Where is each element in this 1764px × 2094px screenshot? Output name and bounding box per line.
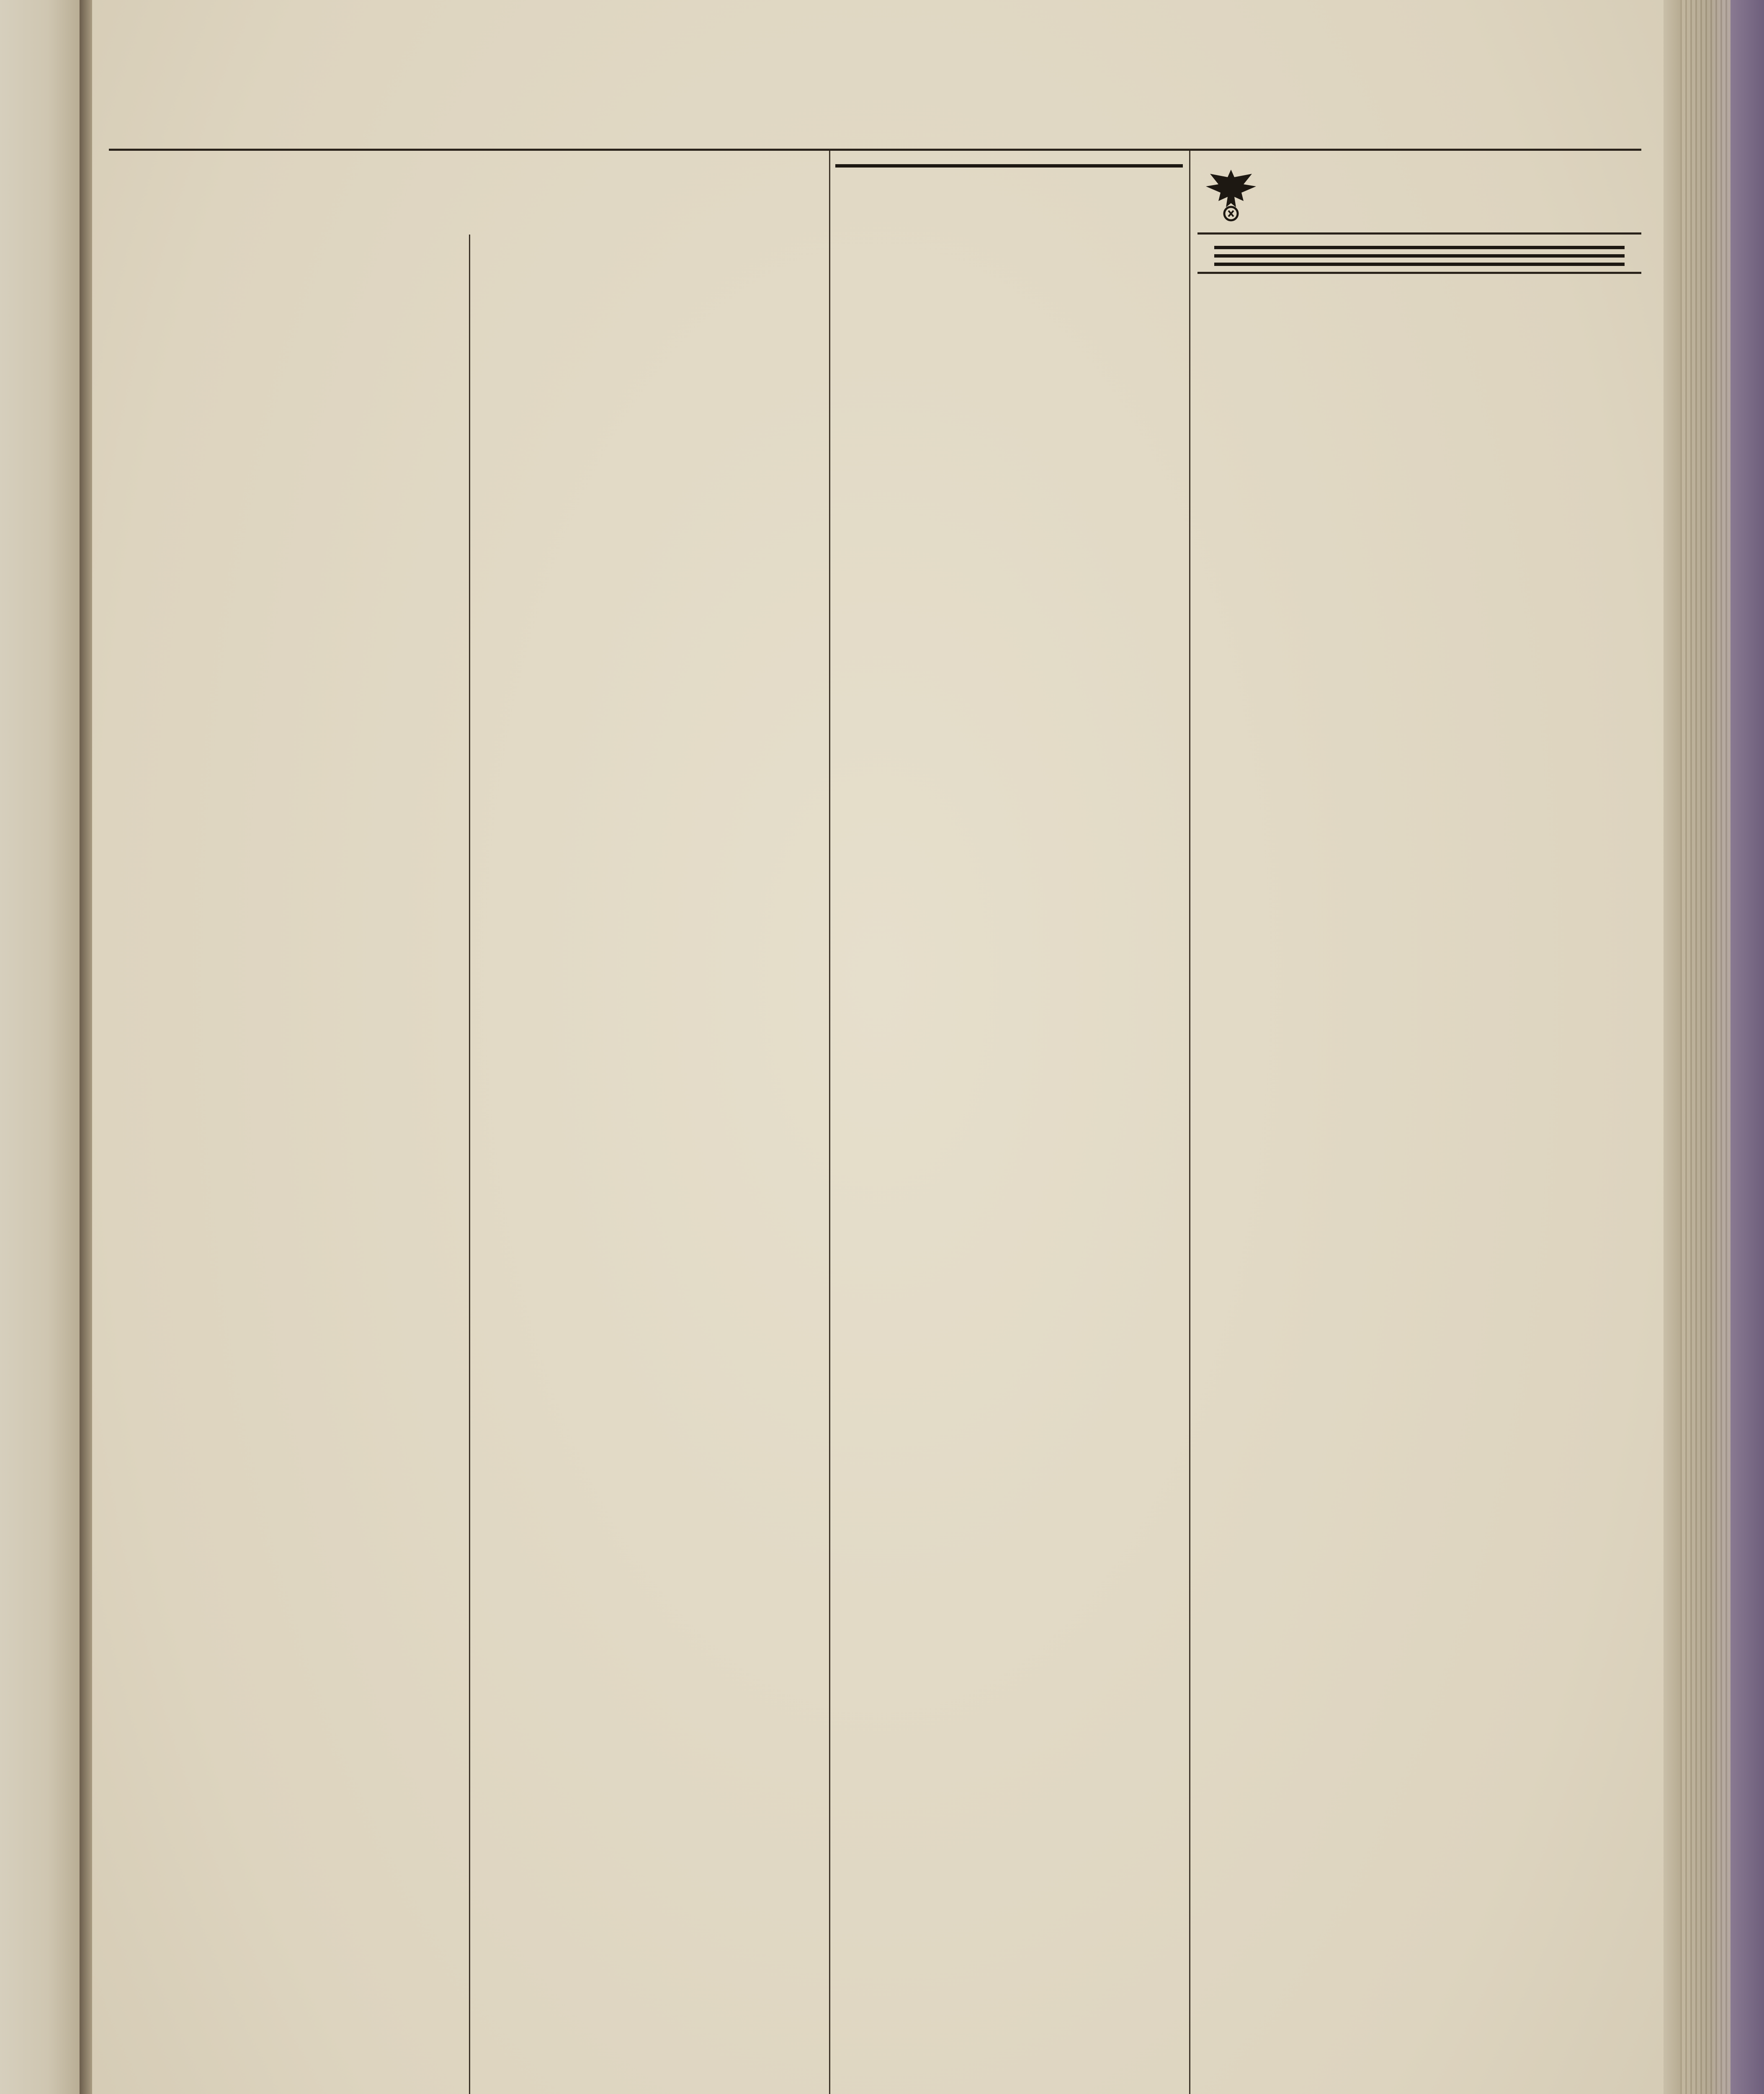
page-stack [1680, 0, 1731, 2094]
book-gutter [80, 0, 92, 2094]
brett-rule [1197, 232, 1641, 235]
column-rule-2 [829, 151, 830, 2094]
masthead-rule [109, 149, 1641, 151]
letzte-nachrichten-box [835, 164, 1183, 168]
column-rule-1 [469, 235, 470, 2094]
column-rule-3 [1189, 151, 1190, 2094]
schwarzes-brett-header [1197, 161, 1641, 224]
newspaper-page [92, 0, 1664, 2094]
column-2 [475, 235, 823, 2094]
masthead [109, 121, 1641, 147]
tag-hj [1214, 263, 1625, 266]
left-page-edge [0, 0, 80, 2094]
section-rule [1197, 272, 1641, 274]
column-3 [835, 155, 1183, 2094]
column-1 [113, 260, 461, 2094]
book-edge [1664, 0, 1764, 2094]
tag-partei-organisation [1214, 246, 1625, 249]
eagle-emblem-icon [1202, 161, 1260, 224]
column-4 [1197, 241, 1641, 2094]
tag-sa [1214, 254, 1625, 258]
